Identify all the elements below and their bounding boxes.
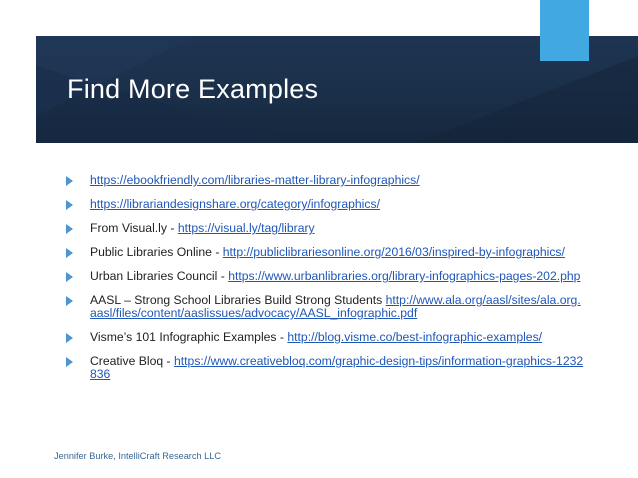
list-item bbox=[66, 355, 584, 381]
list-item bbox=[66, 222, 584, 235]
slide-title: Find More Examples bbox=[67, 74, 319, 104]
accent-block bbox=[540, 0, 589, 61]
slide-footer: Jennifer Burke, IntelliCraft Research LLC bbox=[54, 451, 221, 461]
item-link[interactable]: https://librariandesignshare.org/category/infographics/ bbox=[90, 197, 380, 211]
list-item bbox=[66, 294, 584, 320]
bullet-icon bbox=[66, 248, 73, 258]
bullet-icon bbox=[66, 333, 73, 343]
list-item bbox=[66, 246, 584, 259]
item-prefix: Visme’s 101 Infographic Examples - bbox=[90, 330, 288, 344]
item-prefix: From Visual.ly - bbox=[90, 221, 178, 235]
item-prefix: Urban Libraries Council - bbox=[90, 269, 229, 283]
item-link[interactable]: https://www.creativebloq.com/graphic-design-tips/information-graphics-1232836 bbox=[90, 354, 584, 381]
list-item bbox=[66, 174, 584, 187]
bullet-icon bbox=[66, 357, 73, 367]
item-link[interactable]: https://www.urbanlibraries.org/library-infographics-pages-202.php bbox=[228, 269, 581, 283]
list-item bbox=[66, 270, 584, 283]
list-item bbox=[66, 331, 584, 344]
bullet-icon bbox=[66, 224, 73, 234]
bullet-icon bbox=[66, 200, 73, 210]
item-link[interactable]: http://www.ala.org/aasl/sites/ala.org.aasl/files/content/aaslissues/advocacy/AASL_infographic.pdf bbox=[90, 293, 581, 320]
item-link[interactable]: http://publiclibrariesonline.org/2016/03/inspired-by-infographics/ bbox=[222, 245, 565, 259]
item-link[interactable]: https://ebookfriendly.com/libraries-matter-library-infographics/ bbox=[90, 173, 420, 187]
item-prefix: Creative Bloq - bbox=[90, 354, 174, 368]
bullet-icon bbox=[66, 176, 73, 186]
item-link[interactable]: https://visual.ly/tag/library bbox=[177, 221, 315, 235]
bullet-icon bbox=[66, 272, 73, 282]
list-item bbox=[66, 198, 584, 211]
bullet-icon bbox=[66, 296, 73, 306]
item-link[interactable]: http://blog.visme.co/best-infographic-examples/ bbox=[287, 330, 543, 344]
item-prefix: AASL – Strong School Libraries Build Strong Students bbox=[90, 293, 386, 307]
item-prefix: Public Libraries Online - bbox=[90, 245, 223, 259]
links-list bbox=[66, 174, 584, 381]
